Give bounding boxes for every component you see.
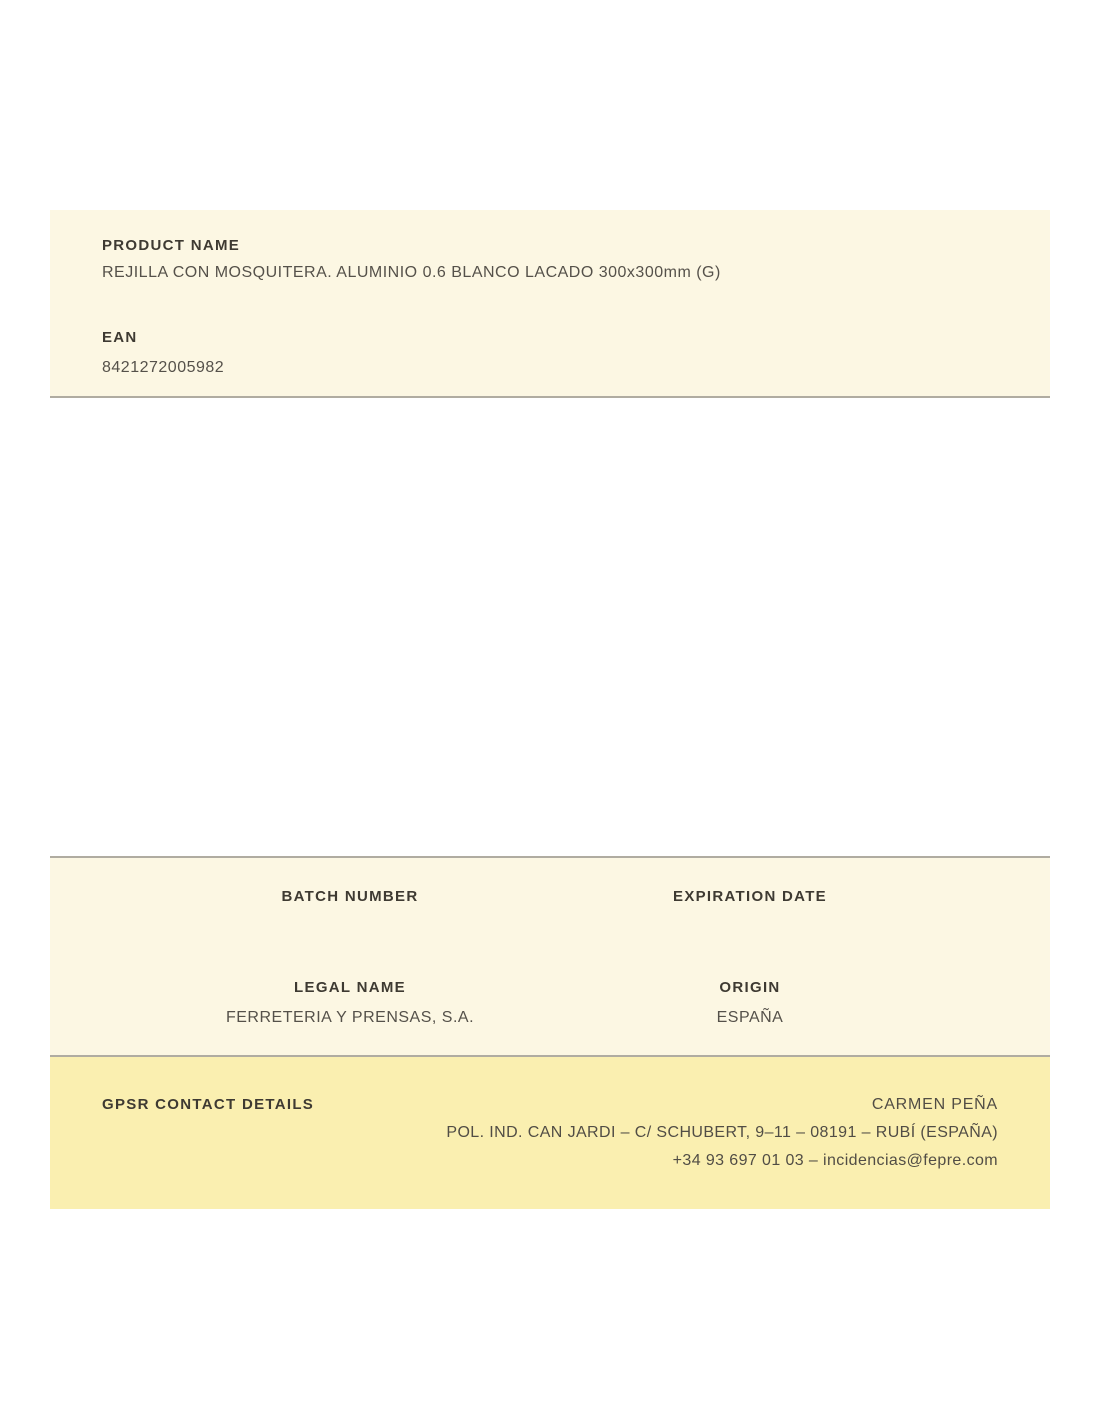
product-name-value: REJILLA CON MOSQUITERA. ALUMINIO 0.6 BLANCO LACADO 300x300mm (G) <box>102 264 721 281</box>
legal-name-cell <box>150 979 550 1026</box>
legal-name-label: LEGAL NAME <box>294 979 406 996</box>
lower-panels <box>50 856 1050 1209</box>
gpsr-contact-name: CARMEN PEÑA <box>871 1096 998 1113</box>
gpsr-contact-address: POL. IND. CAN JARDI – C/ SCHUBERT, 9–11 – 08191 – RUBÍ (ESPAÑA) <box>446 1124 998 1141</box>
ean-label: EAN <box>102 329 138 346</box>
gpsr-contact-info <box>314 1091 998 1175</box>
expiration-date-cell <box>550 888 950 905</box>
gpsr-contact-label: GPSR CONTACT DETAILS <box>102 1096 315 1113</box>
product-name-label: PRODUCT NAME <box>102 237 241 254</box>
expiration-date-label: EXPIRATION DATE <box>673 888 827 905</box>
ean-value: 8421272005982 <box>102 359 225 376</box>
origin-cell <box>550 979 950 1026</box>
product-info-panel <box>50 210 1050 398</box>
batch-number-cell <box>150 888 550 905</box>
gpsr-contact-panel <box>50 1057 1050 1209</box>
batch-legal-panel <box>50 856 1050 1057</box>
legal-name-value: FERRETERIA Y PRENSAS, S.A. <box>225 1009 475 1026</box>
origin-label: ORIGIN <box>719 979 781 996</box>
origin-value: ESPAÑA <box>716 1009 784 1026</box>
batch-number-label: BATCH NUMBER <box>281 888 419 905</box>
gpsr-contact-phone-email: +34 93 697 01 03 – incidencias@fepre.com <box>672 1152 998 1169</box>
